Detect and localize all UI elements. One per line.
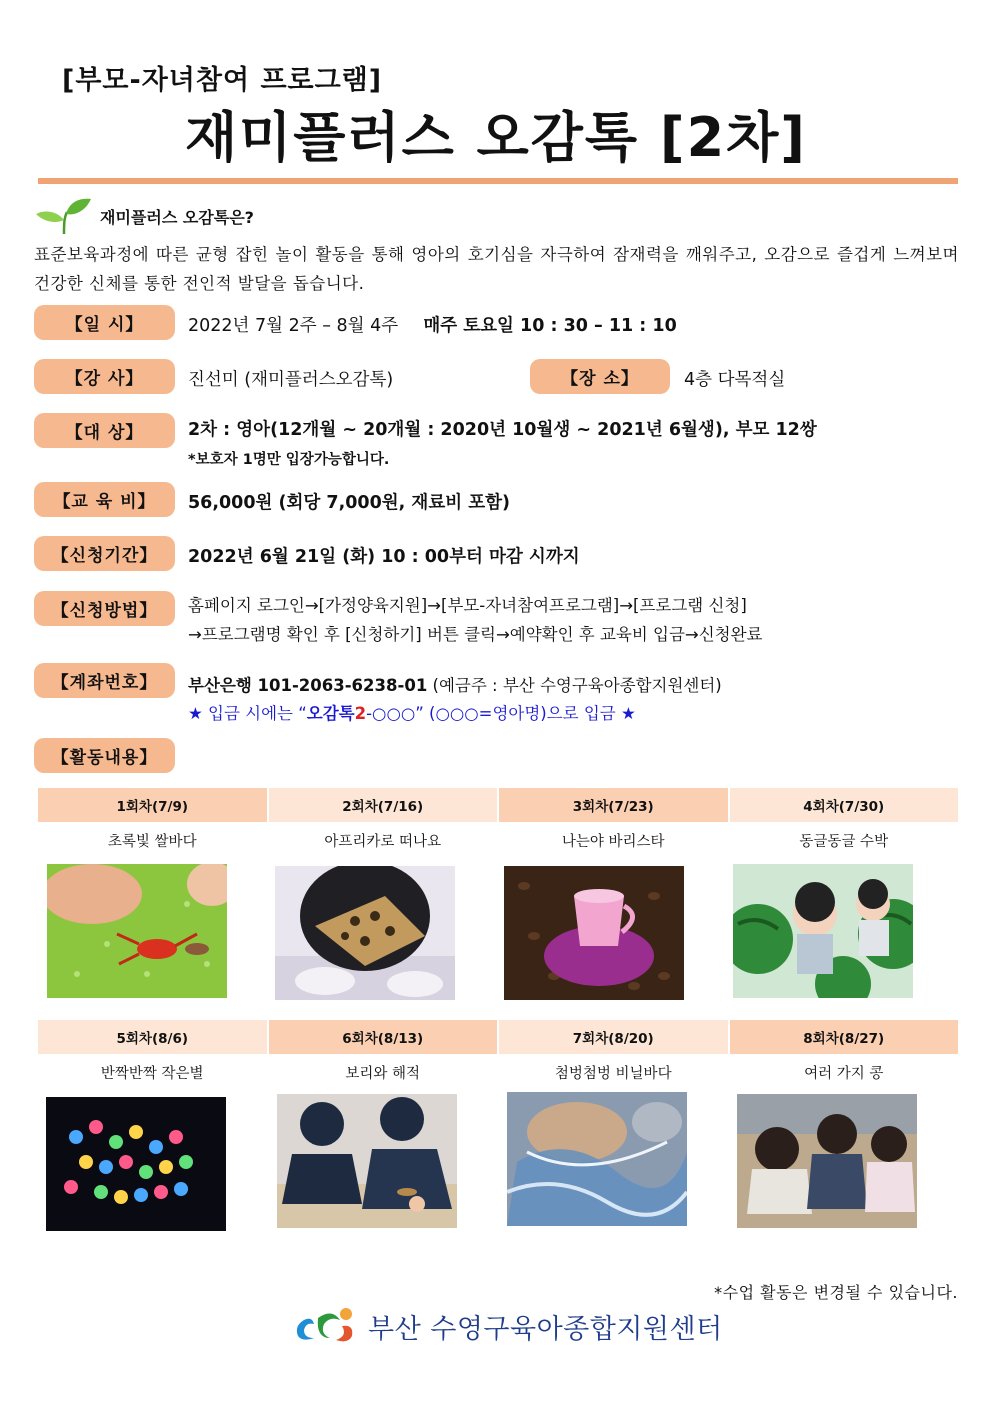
deposit-number: 2 [354,704,367,723]
photo-stars [46,1097,226,1231]
session-activity: 첨벙첨벙 비닐바다 [554,1065,672,1082]
session-cell [38,1020,267,1090]
session-cell [730,788,959,858]
activity-label: 【활동내용】 [34,738,175,773]
session-cell [38,788,267,858]
header-divider [38,178,958,184]
session-header: 8회차(8/27) [730,1020,959,1054]
session-header: 4회차(7/30) [730,788,959,822]
center-logo-icon [292,1306,360,1346]
period-value: 2022년 6월 21일 (화) 10 : 00부터 마감 시까지 [188,547,580,567]
photo-barista [504,866,684,1000]
intro-description: 표준보육과정에 따른 균형 잡힌 놀이 활동을 통해 영아의 호기심을 자극하여 잠재력을 깨워주고, 오감으로 즐겁게 느껴보며 건강한 신체를 통한 전인적 발달을 돕습니다. [34,245,959,293]
fee-label: 【교 육 비】 [34,482,175,517]
place-label: 【장 소】 [530,359,670,394]
account-value [188,672,722,696]
date-value [188,312,677,337]
session-header: 3회차(7/23) [499,788,728,822]
method-line-2: →프로그램명 확인 후 [신청하기] 버튼 클릭→예약확인 후 교육비 입금→신청완료 [188,625,763,644]
account-holder: (예금주 : 부산 수영구육아종합지원센터) [432,676,722,695]
session-activity: 동글동글 수박 [799,833,889,850]
session-header: 7회차(8/20) [499,1020,728,1054]
session-header: 2회차(7/16) [269,788,498,822]
target-note: *보호자 1명만 입장가능합니다. [188,452,390,468]
session-header: 6회차(8/13) [269,1020,498,1054]
deposit-suffix: -○○○” (○○○=영아명)으로 입금 ★ [366,704,636,723]
session-activity: 나는야 바리스타 [561,833,665,850]
method-line-1: 홈페이지 로그인→[가정양육지원]→[부모-자녀참여프로그램]→[프로그램 신청] [188,596,747,615]
sprout-icon [34,196,92,236]
session-row-1 [38,788,958,858]
program-subtitle: [부모-자녀참여 프로그램] [62,65,383,96]
change-notice: *수업 활동은 변경될 수 있습니다. [714,1283,958,1302]
session-cell [730,1020,959,1090]
account-number: 부산은행 101-2063-6238-01 [188,676,428,695]
deposit-instruction [188,700,636,724]
date-range: 2022년 7월 2주 – 8월 4주 [188,316,399,336]
date-label: 【일 시】 [34,305,175,340]
fee-value: 56,000원 (회당 7,000원, 재료비 포함) [188,493,511,513]
photo-pirate [277,1094,457,1228]
session-cell [499,1020,728,1090]
session-header: 1회차(7/9) [38,788,267,822]
session-activity: 아프리카로 떠나요 [324,833,442,850]
session-cell [499,788,728,858]
org-name: 부산 수영구육아종합지원센터 [368,1313,723,1345]
session-activity: 보리와 해적 [345,1065,421,1082]
deposit-name: 오감톡 [306,704,355,723]
instructor-value: 진선미 (재미플러스오감톡) [188,370,394,390]
session-activity: 반짝반짝 작은별 [100,1065,204,1082]
org-logo-block [292,1306,723,1346]
photo-beans [737,1094,917,1228]
session-cell [269,1020,498,1090]
photo-vinyl-sea [507,1092,687,1226]
account-label: 【계좌번호】 [34,663,175,698]
session-activity: 여러 가지 콩 [804,1065,884,1082]
date-schedule: 매주 토요일 10 : 30 – 11 : 10 [423,316,677,336]
session-header: 5회차(8/6) [38,1020,267,1054]
place-value: 4층 다목적실 [684,370,786,390]
instructor-label: 【강 사】 [34,359,175,394]
page-title: 재미플러스 오감톡 [2차] [184,106,807,169]
period-label: 【신청기간】 [34,536,175,571]
session-row-2 [38,1020,958,1090]
session-cell [269,788,498,858]
intro-heading: 재미플러스 오감톡은? [100,208,254,227]
session-activity: 초록빛 쌀바다 [107,833,197,850]
method-label: 【신청방법】 [34,591,175,626]
photo-watermelon [733,864,913,998]
target-label: 【대 상】 [34,413,175,448]
deposit-prefix: ★ 입금 시에는 “ [188,704,307,723]
photo-rice-sea [47,864,227,998]
photo-africa [275,866,455,1000]
target-value: 2차 : 영아(12개월 ~ 20개월 : 2020년 10월생 ~ 2021년 6월생), 부모 12쌍 [188,420,817,440]
